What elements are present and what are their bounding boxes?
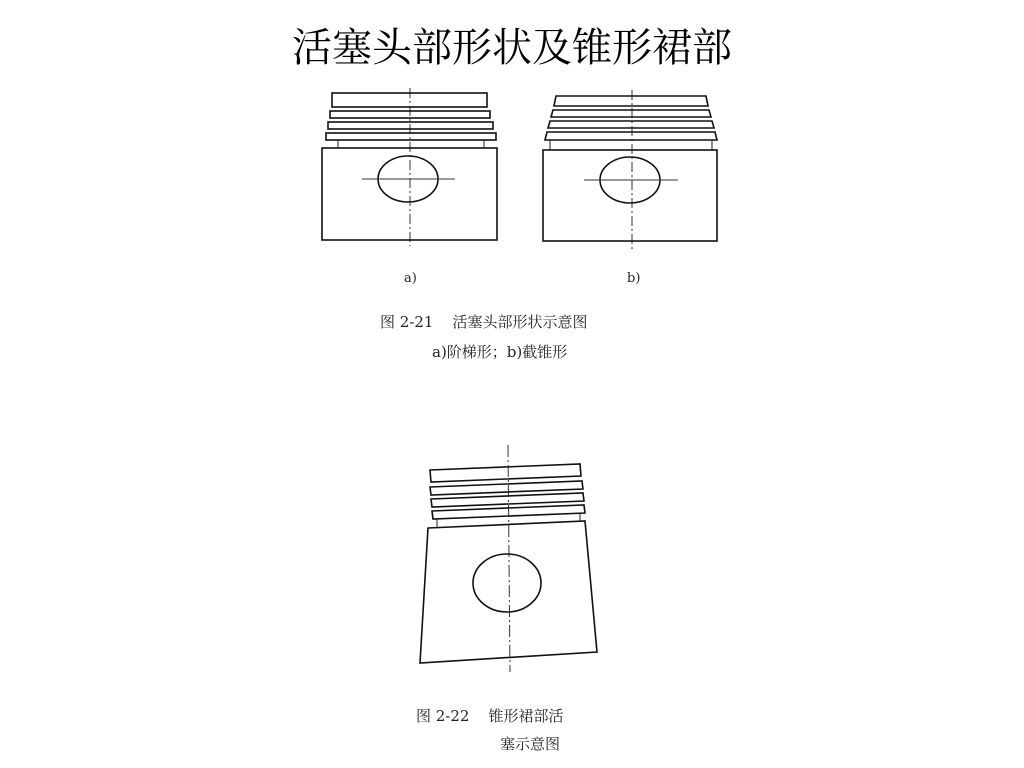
figure-2-22-caption: 图 2-22 锥形裙部活 bbox=[416, 707, 564, 725]
ring-land-a-4 bbox=[326, 133, 496, 140]
ring-land-c-1 bbox=[430, 464, 581, 482]
ring-land-b-3 bbox=[548, 121, 714, 128]
ring-land-c-2 bbox=[430, 481, 583, 495]
ring-land-c-3 bbox=[431, 493, 584, 507]
slide-title: 活塞头部形状及锥形裙部 bbox=[292, 25, 732, 71]
ring-land-b-2 bbox=[551, 110, 711, 117]
ring-land-b-1 bbox=[554, 96, 708, 106]
ring-land-b-4 bbox=[545, 132, 717, 140]
piston-diagram-b bbox=[543, 90, 717, 250]
pin-hole-c bbox=[473, 554, 541, 612]
label-a: a) bbox=[404, 271, 417, 286]
piston-diagram-tapered-skirt bbox=[420, 445, 597, 672]
label-b: b) bbox=[627, 271, 641, 286]
skirt-b bbox=[543, 150, 717, 241]
skirt-c bbox=[420, 521, 597, 663]
piston-diagram-a bbox=[322, 88, 497, 246]
figure-2-21-subcaption: a)阶梯形；b)截锥形 bbox=[432, 343, 568, 361]
figure-2-22-subcaption: 塞示意图 bbox=[500, 735, 561, 753]
figure-2-21-caption: 图 2-21 活塞头部形状示意图 bbox=[380, 313, 588, 331]
